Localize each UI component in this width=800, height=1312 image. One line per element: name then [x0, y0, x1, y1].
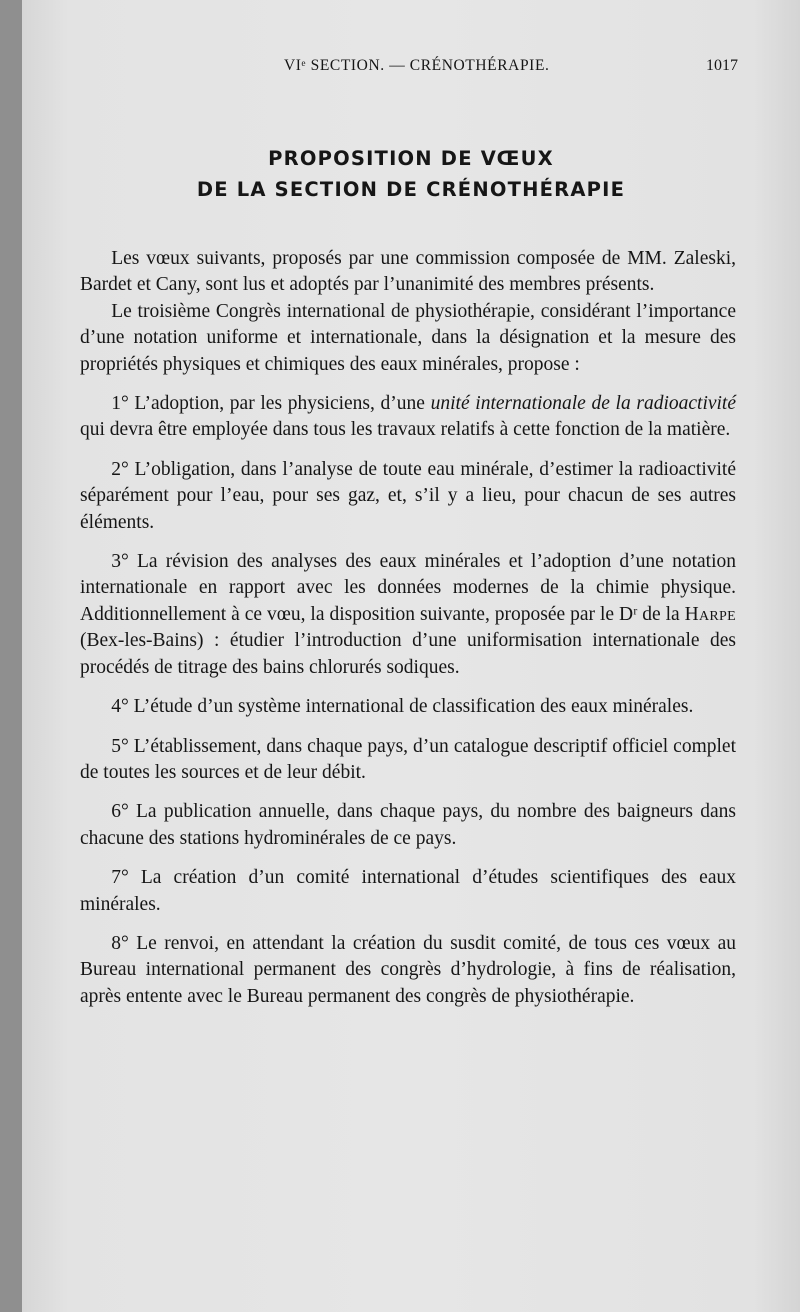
- running-header: [22, 57, 800, 81]
- item-3-text: 3° La révision des analyses des eaux minérales et l’adoption d’une notation internationale en rapport avec les données modernes de la chimie physique. Additionnellement à ce vœu, la disposition suivante, proposée par le Dʳ de la: [80, 551, 736, 625]
- resolution-item-2: 2° L’obligation, dans l’analyse de toute eau minérale, d’estimer la radioactivité séparément pour l’eau, pour ses gaz, et, s’il y a lieu, pour chacun de ses autres éléments.: [80, 458, 736, 533]
- resolution-item-5: 5° L’établissement, dans chaque pays, d’un catalogue descriptif officiel complet de toutes les sources et de leur débit.: [80, 735, 736, 783]
- item-3-text-end: (Bex-les-Bains) : étudier l’introduction d’une uniformisation internationale des procédés de titrage des bains chlorurés sodiques.: [80, 630, 736, 678]
- resolution-item-3: [80, 549, 736, 681]
- resolution-item-7: 7° La création d’un comité international d’études scientifiques des eaux minérales.: [80, 867, 736, 915]
- page-number: 1017: [706, 57, 738, 74]
- resolution-item-1: [80, 391, 736, 444]
- document-page: [22, 0, 800, 1312]
- title-line-2: DE LA SECTION DE CRÉNOTHÉRAPIE: [196, 178, 626, 201]
- resolution-item-8: 8° Le renvoi, en attendant la création du susdit comité, de tous ces vœux au Bureau international permanent des congrès d’hydrologie, à fins de réalisation, après entente avec le Bureau permanent des congrès de physiothérapie.: [80, 932, 736, 1007]
- resolution-item-6: 6° La publication annuelle, dans chaque pays, du nombre des baigneurs dans chacune des stations hydrominérales de ce pays.: [80, 801, 736, 849]
- item-1-italic-term: unité internationale de la radioactivité: [430, 393, 737, 415]
- page-title: [22, 143, 800, 205]
- item-1-text-end: qui devra être employée dans tous les travaux relatifs à cette fonction de la matière.: [80, 419, 731, 441]
- body-text: [80, 246, 736, 1010]
- intro-paragraph-2: Le troisième Congrès international de physiothérapie, considérant l’importance d’une notation uniforme et internationale, dans la désignation et la mesure des propriétés physiques et chimiques des eaux minérales, propose :: [80, 300, 736, 375]
- item-3-author-name: Harpe: [684, 603, 736, 625]
- intro-paragraph-1: Les vœux suivants, proposés par une commission composée de MM. Zaleski, Bardet et Cany, sont lus et adoptés par l’unanimité des membres présents.: [80, 248, 736, 296]
- item-1-text: 1° L’adoption, par les physiciens, d’une: [111, 393, 431, 415]
- resolution-item-4: 4° L’étude d’un système international de classification des eaux minérales.: [111, 696, 694, 718]
- title-line-1: PROPOSITION DE VŒUX: [268, 147, 554, 170]
- running-title: VIᵉ SECTION. — CRÉNOTHÉRAPIE.: [284, 57, 550, 74]
